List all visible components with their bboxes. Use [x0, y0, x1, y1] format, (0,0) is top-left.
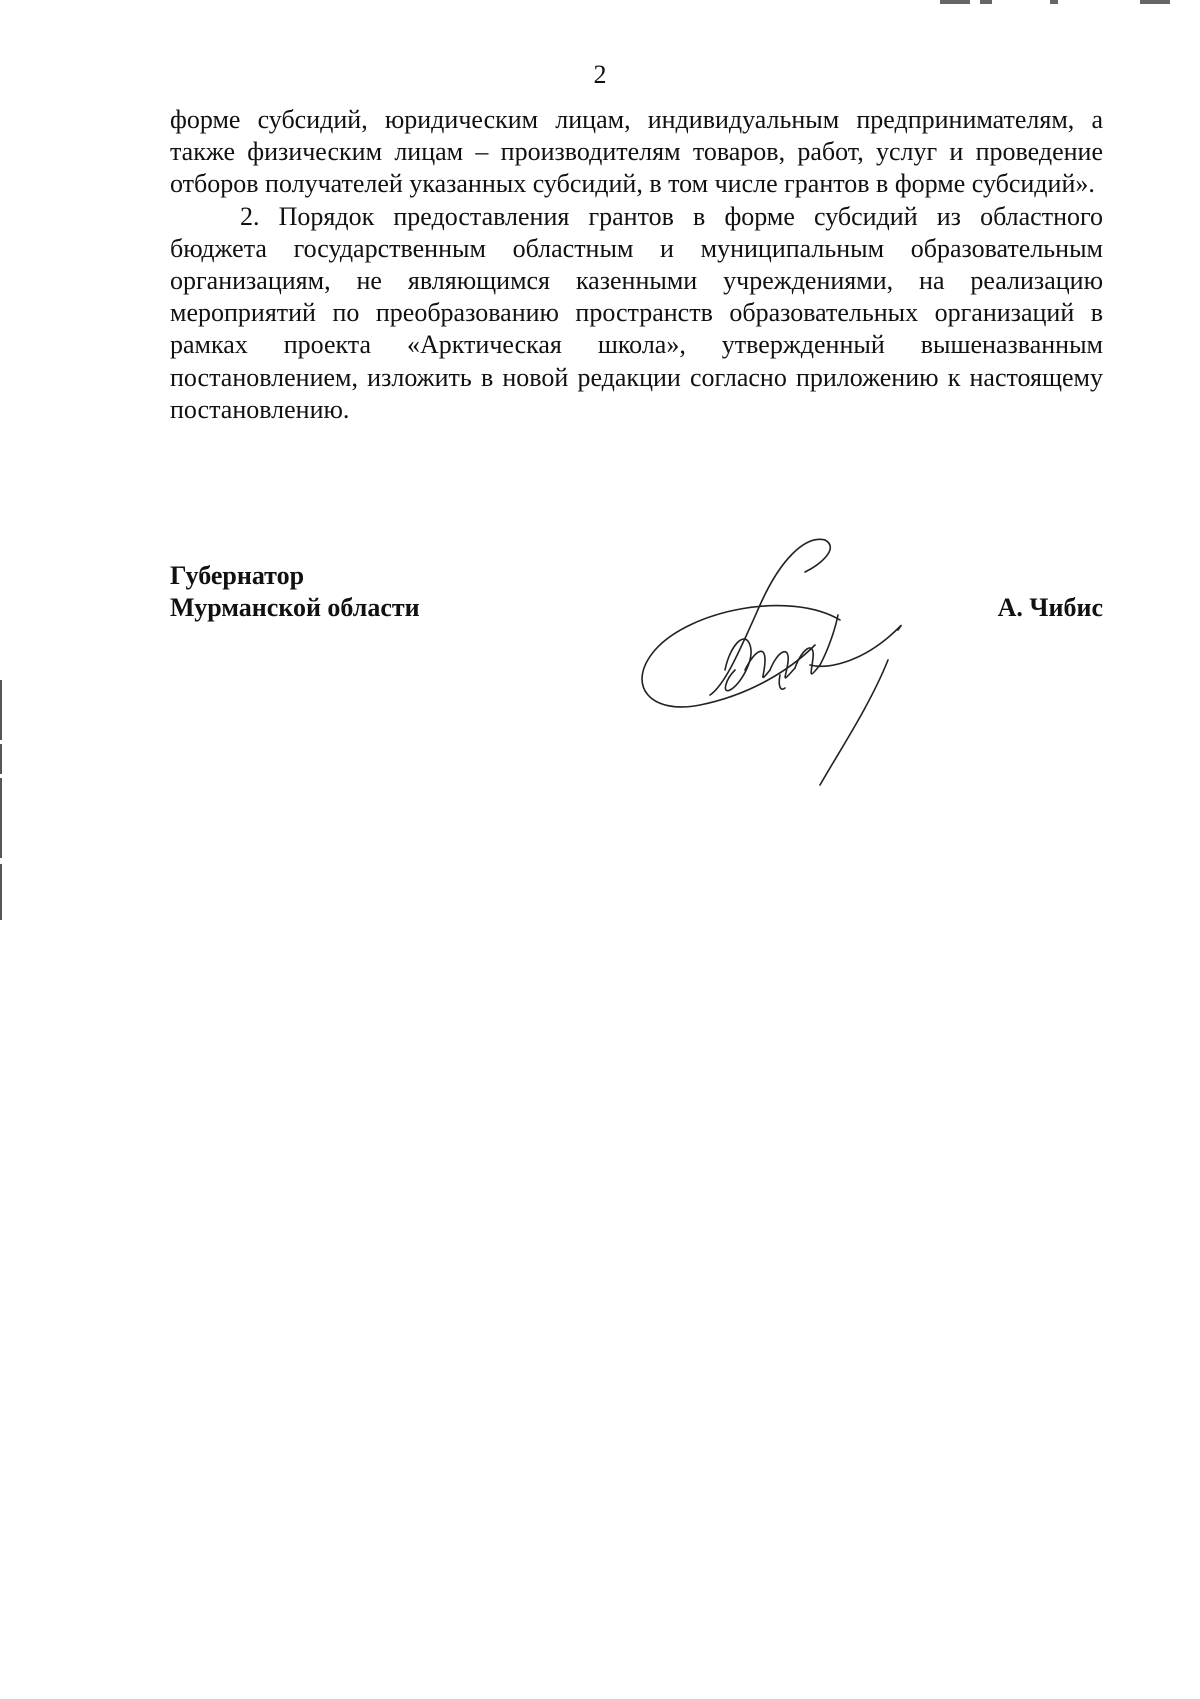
signature-block [170, 560, 1103, 800]
paragraph-item-2: 2. Порядок предоставления грантов в форме субсидий из областного бюджета государственным областным и муниципальным образовательным организациям, не являющимся казенными учреждениями, на реализацию мероприятий по преобразованию пространств образовательных организаций в рамках проекта «Арктическая школа», утвержденный вышеназванным постановлением, изложить в новой редакции согласно приложению к настоящему постановлению. [170, 201, 1103, 424]
page-number: 2 [593, 60, 607, 89]
signer-position-line1: Губернатор [170, 561, 305, 590]
scan-artifact-top [940, 0, 1200, 8]
body-text [170, 104, 1103, 426]
signer-position-line2: Мурманской области [170, 593, 420, 622]
signer-position [170, 560, 420, 624]
paragraph-continuation: форме субсидий, юридическим лицам, индивидуальным предпринимателям, а также физическим лицам – производителям товаров, работ, услуг и проведение отборов получателей указанных субсидий, в том числе грантов в форме субсидий». [170, 105, 1103, 199]
scan-artifact-left [0, 680, 3, 920]
signer-name: А. Чибис [997, 593, 1103, 622]
handwritten-signature-icon [630, 520, 930, 800]
